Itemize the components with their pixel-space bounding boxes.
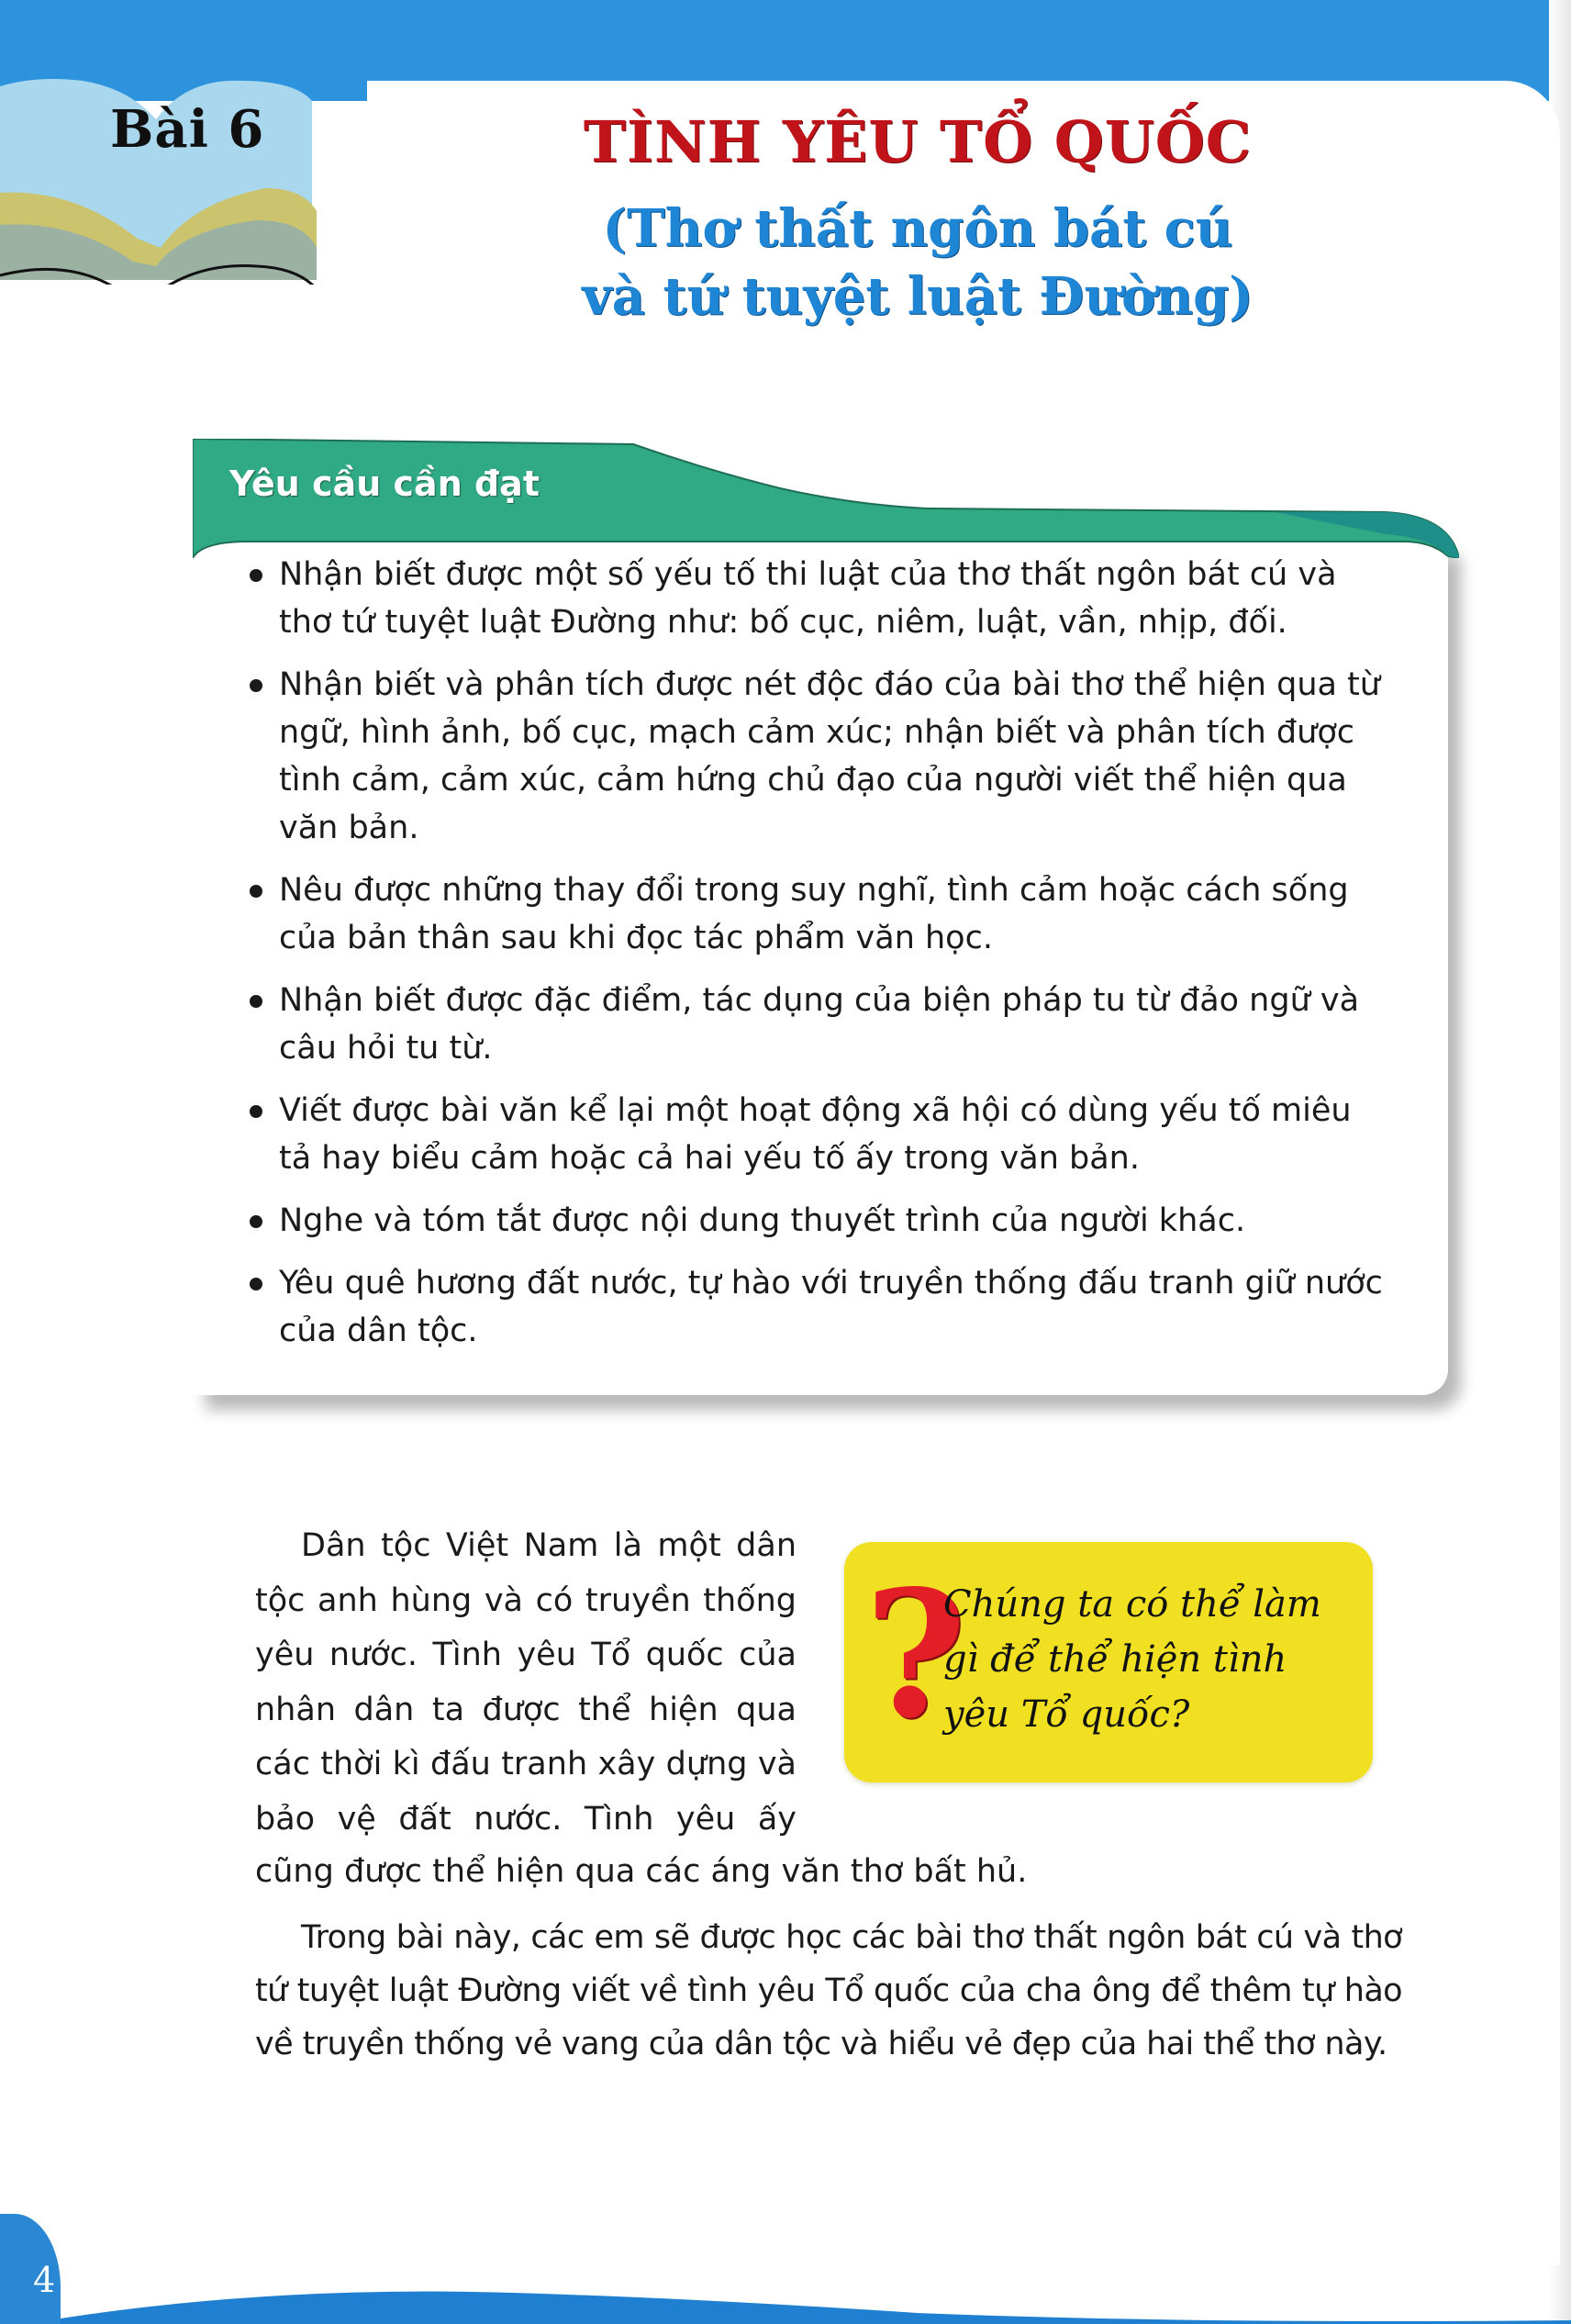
page-title: TÌNH YÊU TỔ QUỐC — [583, 108, 1253, 175]
subtitle-line-1: (Thơ thất ngôn bát cú — [602, 198, 1233, 259]
requirement-item: Nhận biết được một số yếu tố thi luật của thơ thất ngôn bát cú và thơ tứ tuyệt luật Đường như: bố cục, niêm, luật, vần, nhịp, đối. — [248, 551, 1386, 646]
bullet-icon — [250, 679, 262, 692]
requirement-item: Viết được bài văn kể lại một hoạt động xã hội có dùng yếu tố miêu tả hay biểu cảm hoặc cả hai yếu tố ấy trong văn bản. — [248, 1087, 1386, 1182]
page-number: 4 — [33, 2260, 56, 2300]
bullet-icon — [250, 569, 262, 582]
requirement-item: Nhận biết và phân tích được nét độc đáo của bài thơ thể hiện qua từ ngữ, hình ảnh, bố cục, mạch cảm xúc; nhận biết và phân tích được tình cảm, cảm xúc, cảm hứng chủ đạo của người viết thể hiện qua văn bản. — [248, 661, 1386, 852]
page-subtitle — [514, 195, 1321, 330]
requirement-item: Nêu được những thay đổi trong suy nghĩ, tình cảm hoặc cách sống của bản thân sau khi đọc tác phẩm văn học. — [248, 866, 1386, 962]
intro-paragraph-1: Dân tộc Việt Nam là một dân tộc anh hùng và có truyền thống yêu nước. Tình yêu Tổ quốc của nhân dân ta được thể hiện qua các thời kì đấu tranh xây dựng và bảo vệ đất nước. Tình yêu ấy — [255, 1527, 797, 1838]
question-mark-icon: ? — [864, 1552, 967, 1757]
requirement-item: Yêu quê hương đất nước, tự hào với truyền thống đấu tranh giữ nước của dân tộc. — [248, 1259, 1386, 1355]
intro-paragraph-2: Trong bài này, các em sẽ được học các bài thơ thất ngôn bát cú và thơ tứ tuyệt luật Đường viết về tình yêu Tổ quốc của cha ông để thêm tự hào về truyền thống vẻ vang của dân tộc và hiểu vẻ đẹp của hai thể thơ này. — [255, 1919, 1402, 2062]
bottom-blue-wave — [0, 2285, 1571, 2324]
lesson-label: Bài 6 — [110, 99, 265, 160]
requirement-item: Nhận biết được đặc điểm, tác dụng của biện pháp tu từ đảo ngữ và câu hỏi tu từ. — [248, 977, 1386, 1072]
requirement-item: Nghe và tóm tắt được nội dung thuyết trình của người khác. — [248, 1197, 1386, 1245]
requirements-heading: Yêu cầu cần đạt — [229, 464, 540, 504]
bullet-icon — [250, 1278, 262, 1290]
subtitle-line-2: và tứ tuyệt luật Đường) — [582, 266, 1253, 327]
bullet-icon — [250, 1105, 262, 1118]
requirements-list — [248, 551, 1386, 1369]
bullet-icon — [250, 995, 262, 1008]
bullet-icon — [250, 1215, 262, 1228]
open-book-icon — [0, 64, 385, 285]
question-text: Chúng ta có thể làm gì để thể hiện tình yêu Tổ quốc? — [943, 1583, 1321, 1736]
question-callout — [844, 1542, 1373, 1782]
intro-paragraph-1-last-line: cũng được thể hiện qua các áng văn thơ bất hủ. — [255, 1853, 1028, 1890]
bullet-icon — [250, 885, 262, 898]
